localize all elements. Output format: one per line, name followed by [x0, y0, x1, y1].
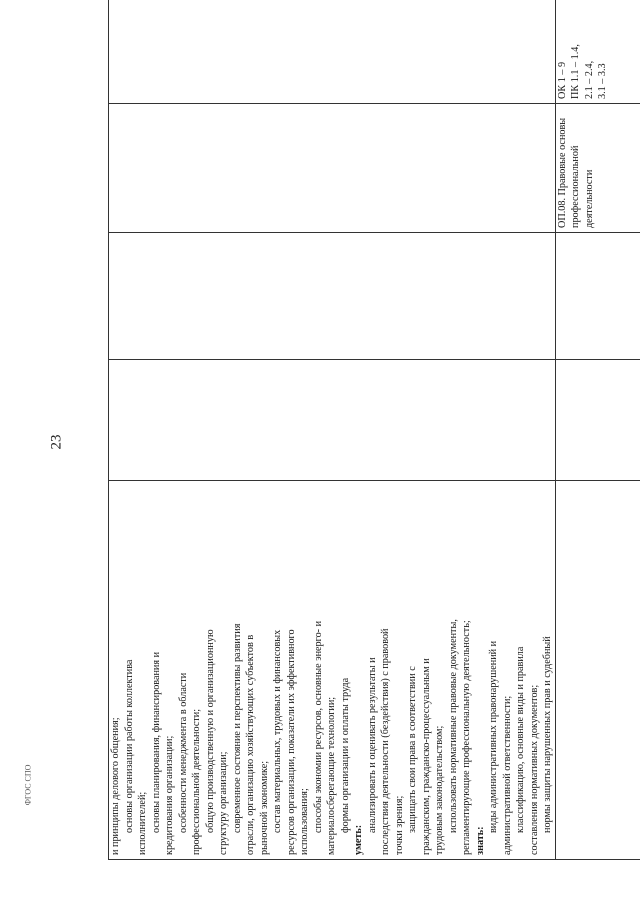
knowledge-line: способы экономии ресурсов, основные энерго- и	[312, 620, 324, 833]
table-row	[555, 0, 640, 860]
curriculum-table	[108, 0, 640, 860]
competency-code: 3.1 – 3.3	[597, 63, 608, 99]
discipline-name: ОП.08. Правовые основы профессиональной деятельности	[556, 117, 595, 228]
empty-cell	[109, 104, 556, 233]
knowledge-line: основы планирования, финансирования и	[150, 651, 162, 833]
competency-code: ОК 1 – 9	[556, 61, 568, 99]
knowledge-line: использования;	[299, 788, 310, 855]
knowledge-line: и принципы делового общения;	[110, 717, 121, 855]
empty-cell	[555, 360, 640, 481]
knowledge-line: современное состояние и перспективы развития	[231, 623, 243, 833]
knowledge-line: рыночной экономике;	[258, 760, 270, 855]
footer-mark: ФГОС СПО	[23, 764, 33, 806]
table-row	[109, 0, 556, 860]
knowledge-line: составления нормативных документов;	[528, 684, 540, 855]
competency-code: 2.1 – 2.4,	[583, 60, 595, 99]
knowledge-line: защищать свои права в соответствии с	[407, 666, 418, 833]
knowledge-line: административной ответственности;	[501, 695, 513, 855]
competency-codes	[556, 0, 610, 99]
knowledge-line: виды административных правонарушений и	[488, 640, 499, 833]
knowledge-line: материалосберегающие технологии;	[326, 696, 337, 855]
knowledge-line: состав материальных, трудовых и финансовых	[272, 629, 283, 833]
empty-cell	[555, 233, 640, 360]
discipline-cell	[555, 104, 640, 233]
knowledge-line: использовать нормативные правовые документы,	[447, 619, 459, 833]
knowledge-line: анализировать и оценивать результаты и	[366, 657, 378, 833]
knowledge-line: отрасли, организацию хозяйствующих субъектов в	[245, 634, 256, 855]
knowledge-line: профессиональной деятельности;	[191, 708, 202, 855]
knowledge-line: основы организации работы коллектива	[123, 659, 135, 833]
knowledge-line: точки зрения;	[393, 795, 405, 855]
knowledge-line: кредитования организации;	[164, 735, 175, 855]
knowledge-line: формы организации и оплаты труда	[339, 677, 351, 833]
knowledge-skills-cell	[109, 481, 556, 860]
empty-cell	[109, 233, 556, 360]
knowledge-line: гражданским, гражданско-процессуальным и	[420, 658, 432, 855]
knowledge-line: нормы защиты нарушенных прав и судебный	[542, 636, 553, 833]
knowledge-line: классификацию, основные виды и правила	[515, 646, 526, 833]
empty-cell	[109, 0, 556, 104]
competencies-cell	[555, 0, 640, 104]
rotated-table-container	[108, 40, 608, 860]
page-number: 23	[48, 434, 65, 450]
knowledge-line: исполнителей;	[137, 791, 148, 855]
knowledge-line: особенности менеджмента в области	[177, 672, 189, 833]
knowledge-line: регламентирующие профессиональную деятельность;	[461, 620, 472, 855]
competency-code: ПК 1.1 – 1.4,	[570, 44, 581, 99]
knowledge-line: трудовым законодательством;	[434, 725, 445, 855]
empty-cell	[555, 481, 640, 860]
knowledge-line: общую производственную и организационную	[204, 629, 216, 833]
empty-cell	[109, 360, 556, 481]
knowledge-line: последствия деятельности (бездействия) с правовой	[380, 628, 391, 855]
knowledge-line: ресурсов организации, показатели их эффективного	[285, 629, 297, 855]
section-heading: уметь:	[353, 824, 364, 855]
section-heading: знать:	[474, 826, 486, 855]
knowledge-line: структуру организации;	[218, 751, 229, 855]
